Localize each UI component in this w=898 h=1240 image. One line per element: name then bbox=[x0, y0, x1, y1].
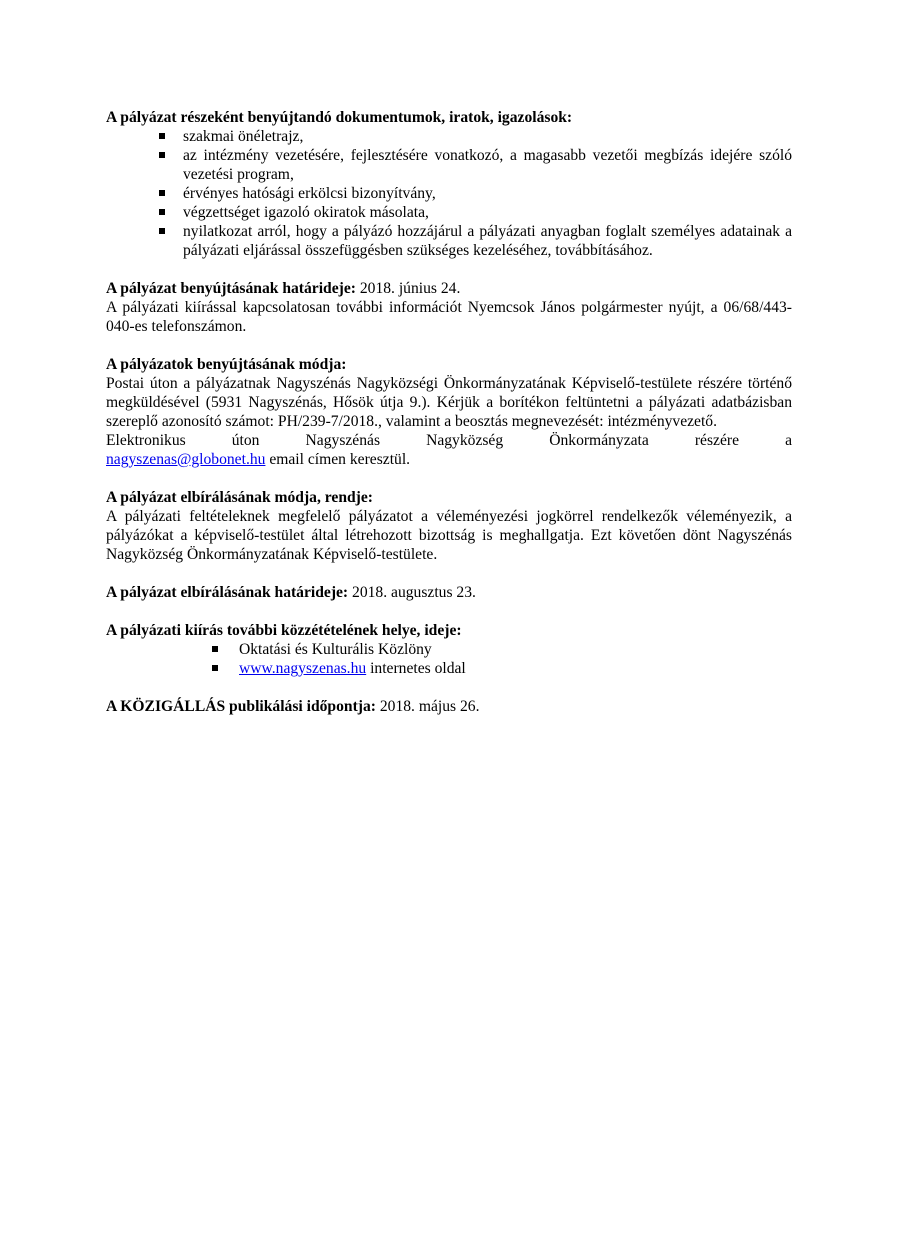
list-item: szakmai önéletrajz, bbox=[159, 127, 792, 146]
email-link[interactable]: nagyszenas@globonet.hu bbox=[106, 451, 266, 468]
square-bullet-icon bbox=[159, 209, 165, 215]
list-item: érvényes hatósági erkölcsi bizonyítvány, bbox=[159, 184, 792, 203]
square-bullet-icon bbox=[212, 646, 218, 652]
publication-section bbox=[106, 621, 792, 678]
square-bullet-icon bbox=[159, 133, 165, 139]
list-item: www.nagyszenas.hu internetes oldal bbox=[212, 659, 792, 678]
kozigallas-label: A KÖZIGÁLLÁS publikálási időpontja: bbox=[106, 698, 376, 715]
square-bullet-icon bbox=[159, 228, 165, 234]
square-bullet-icon bbox=[159, 190, 165, 196]
submission-section bbox=[106, 355, 792, 469]
list-item: nyilatkozat arról, hogy a pályázó hozzájárul a pályázati anyagban foglalt személyes adatainak a pályázati eljárással összefüggésben szükséges kezeléséhez, továbbításához. bbox=[159, 222, 792, 260]
evaluation-heading: A pályázat elbírálásának módja, rendje: bbox=[106, 489, 373, 506]
submission-electronic: Elektronikus úton Nagyszénás Nagyközség Önkormányzata részére a bbox=[106, 432, 792, 449]
submission-heading: A pályázatok benyújtásának módja: bbox=[106, 356, 347, 373]
square-bullet-icon bbox=[159, 152, 165, 158]
evaluation-section bbox=[106, 488, 792, 564]
square-bullet-icon bbox=[212, 665, 218, 671]
documents-list bbox=[106, 127, 792, 260]
deadline-section bbox=[106, 279, 792, 336]
submission-postal: Postai úton a pályázatnak Nagyszénás Nagyközségi Önkormányzatának Képviselő-testülete részére történő megküldésével (5931 Nagyszénás, Hősök útja 9.). Kérjük a borítékon feltüntetni a pályázati adatbázisban szereplő azonosító számot: PH/239-7/2018., valamint a beosztás megnevezését: intézményvezető. bbox=[106, 375, 792, 430]
deadline-label: A pályázat benyújtásának határideje: bbox=[106, 280, 356, 297]
deadline-value: 2018. június 24. bbox=[355, 280, 461, 297]
publication-list bbox=[106, 640, 792, 678]
document-page bbox=[106, 108, 792, 735]
website-link[interactable]: www.nagyszenas.hu bbox=[239, 660, 367, 677]
documents-section bbox=[106, 108, 792, 260]
list-item: végzettséget igazoló okiratok másolata, bbox=[159, 203, 792, 222]
list-item: Oktatási és Kulturális Közlöny bbox=[212, 640, 792, 659]
publication-heading: A pályázati kiírás további közzétételének helye, ideje: bbox=[106, 622, 462, 639]
evaluation-deadline-label: A pályázat elbírálásának határideje: bbox=[106, 584, 349, 601]
list-item: az intézmény vezetésére, fejlesztésére vonatkozó, a magasabb vezetői megbízás idejére szóló vezetési program, bbox=[159, 146, 792, 184]
evaluation-deadline-section bbox=[106, 583, 792, 602]
kozigallas-value: 2018. május 26. bbox=[375, 698, 480, 715]
email-suffix: email címen keresztül. bbox=[265, 451, 411, 468]
documents-heading: A pályázat részeként benyújtandó dokumentumok, iratok, igazolások: bbox=[106, 109, 573, 126]
deadline-info: A pályázati kiírással kapcsolatosan további információt Nyemcsok János polgármester nyújt, a 06/68/443-040-es telefonszámon. bbox=[106, 299, 792, 335]
kozigallas-section bbox=[106, 697, 792, 716]
evaluation-text: A pályázati feltételeknek megfelelő pályázatot a véleményezési jogkörrel rendelkezők véleményezik, a pályázókat a képviselő-testület által létrehozott bizottság is meghallgatja. Ezt követően dönt Nagyszénás Nagyközség Önkormányzatának Képviselő-testülete. bbox=[106, 508, 792, 563]
evaluation-deadline-value: 2018. augusztus 23. bbox=[348, 584, 476, 601]
